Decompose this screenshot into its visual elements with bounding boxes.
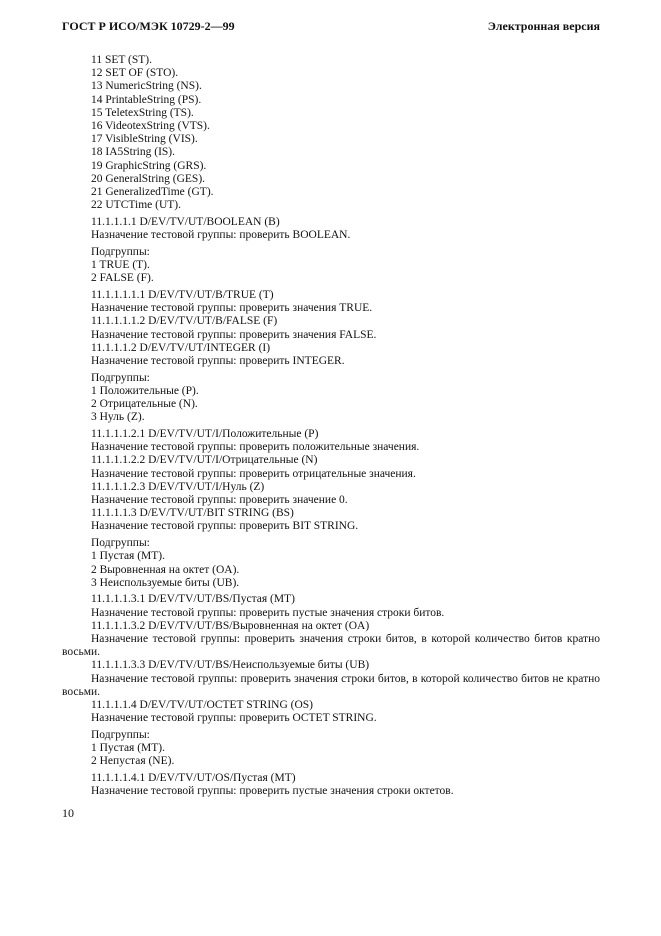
text-line: 22 UTCTime (UT). — [91, 199, 181, 212]
text-line: Подгруппы: — [91, 537, 150, 550]
text-line: Назначение тестовой группы: проверить OCTET STRING. — [91, 712, 377, 725]
text-line: 11.1.1.1.3.2 D/EV/TV/UT/BS/Выровненная на октет (OA) — [91, 619, 370, 632]
text-line: 19 GraphicString (GRS). — [91, 159, 207, 172]
text-line: Назначение тестовой группы: проверить значения TRUE. — [91, 302, 373, 315]
text-line: 11.1.1.1.4 D/EV/TV/UT/OCTET STRING (OS) — [91, 699, 314, 712]
text-line: 3 Неиспользуемые биты (UB). — [91, 576, 240, 589]
text-line: Назначение тестовой группы: проверить пустые значения строки битов. — [91, 606, 445, 619]
text-line: 2 Выровненная на октет (OA). — [91, 563, 240, 576]
text-line: 2 Непустая (NE). — [91, 755, 175, 768]
text-line: 1 Пустая (MT). — [91, 550, 166, 563]
text-line: 1 Положительные (P). — [91, 384, 199, 397]
text-line: Назначение тестовой группы: проверить BOOLEAN. — [91, 229, 351, 242]
text-line: 2 FALSE (F). — [91, 272, 154, 285]
text-line: Назначение тестовой группы: проверить значения FALSE. — [91, 328, 377, 341]
text-line: 1 Пустая (MT). — [91, 742, 166, 755]
text-line: 11.1.1.1.4.1 D/EV/TV/UT/OS/Пустая (MT) — [91, 772, 296, 785]
text-line: 11.1.1.1.3 D/EV/TV/UT/BIT STRING (BS) — [91, 507, 294, 520]
page-number: 10 — [62, 806, 74, 820]
text-line: 11.1.1.1.1.2 D/EV/TV/UT/B/FALSE (F) — [91, 315, 278, 328]
text-line: 11.1.1.1.2.2 D/EV/TV/UT/I/Отрицательные (N) — [91, 454, 318, 467]
paragraph: Назначение тестовой группы: проверить значения строки битов, в которой количество битов не кратно восьми. — [62, 672, 600, 698]
text-line: 1 TRUE (T). — [91, 259, 150, 272]
text-line: 12 SET OF (STO). — [91, 67, 179, 80]
text-line: 3 Нуль (Z). — [91, 411, 145, 424]
text-line: 11.1.1.1.1 D/EV/TV/UT/BOOLEAN (B) — [91, 215, 280, 228]
text-line: 17 VisibleString (VIS). — [91, 133, 198, 146]
version-label: Электронная версия — [487, 19, 600, 33]
page-header — [62, 19, 600, 35]
text-line: Подгруппы: — [91, 728, 150, 741]
text-line: Назначение тестовой группы: проверить BIT STRING. — [91, 520, 359, 533]
text-line: Назначение тестовой группы: проверить отрицательные значения. — [91, 467, 416, 480]
text-line: 11.1.1.1.1.1 D/EV/TV/UT/B/TRUE (T) — [91, 288, 274, 301]
text-line: Подгруппы: — [91, 371, 150, 384]
text-line: 16 VideotexString (VTS). — [91, 120, 210, 133]
text-line: Подгруппы: — [91, 245, 150, 258]
document-code: ГОСТ Р ИСО/МЭК 10729-2—99 — [62, 19, 235, 33]
text-line: Назначение тестовой группы: проверить пустые значения строки октетов. — [91, 785, 454, 798]
text-line: 21 GeneralizedTime (GT). — [91, 186, 214, 199]
text-line: 20 GeneralString (GES). — [91, 172, 206, 185]
text-line: 11.1.1.1.2.3 D/EV/TV/UT/I/Нуль (Z) — [91, 480, 265, 493]
text-line: 11.1.1.1.3.3 D/EV/TV/UT/BS/Неиспользуемые биты (UB) — [91, 659, 370, 672]
text-line: 11.1.1.1.2 D/EV/TV/UT/INTEGER (I) — [91, 341, 271, 354]
text-line: 2 Отрицательные (N). — [91, 398, 198, 411]
text-line: 13 NumericString (NS). — [91, 80, 202, 93]
text-line: 15 TeletexString (TS). — [91, 106, 194, 119]
text-line: 18 IA5String (IS). — [91, 146, 176, 159]
text-line: 14 PrintableString (PS). — [91, 93, 202, 106]
text-line: 11.1.1.1.2.1 D/EV/TV/UT/I/Положительные (P) — [91, 427, 319, 440]
paragraph: Назначение тестовой группы: проверить значения строки битов, в которой количество битов кратно восьми. — [62, 633, 600, 659]
text-line: Назначение тестовой группы: проверить значение 0. — [91, 494, 348, 506]
text-line: Назначение тестовой группы: проверить INTEGER. — [91, 354, 345, 367]
text-line: 11.1.1.1.3.1 D/EV/TV/UT/BS/Пустая (MT) — [91, 593, 295, 606]
text-line: Назначение тестовой группы: проверить положительные значения. — [91, 441, 420, 454]
document-body — [62, 54, 600, 798]
text-line: 11 SET (ST). — [91, 54, 153, 66]
